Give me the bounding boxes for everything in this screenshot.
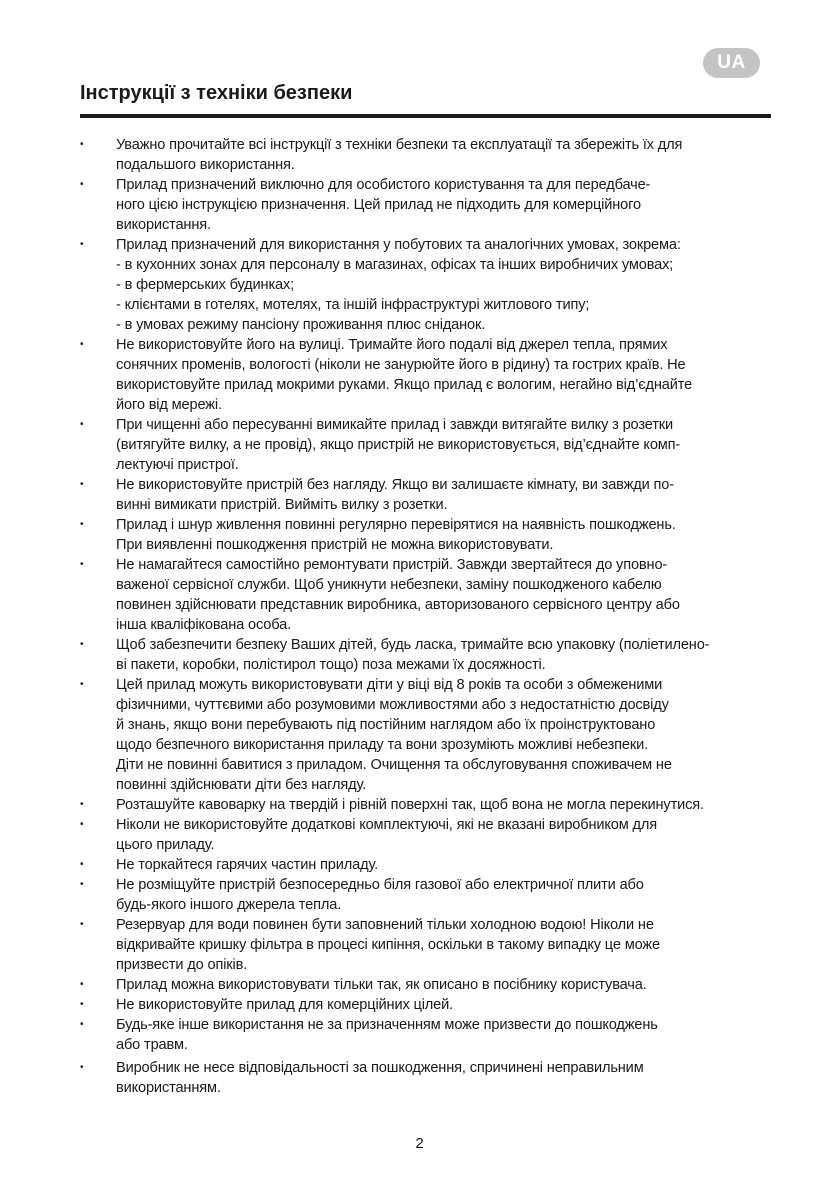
list-item (80, 995, 772, 1015)
list-item (80, 795, 772, 815)
list-item (80, 675, 772, 795)
bullet-icon: • (80, 419, 84, 430)
list-item-text-line: інша кваліфікована особа. (116, 617, 292, 633)
list-item-text-line: повинен здійснювати представник виробника, авторизованого сервісного центру або (116, 597, 680, 613)
list-item-text-line: Цей прилад можуть використовувати діти у віці від 8 років та особи з обмеженими (116, 677, 663, 693)
list-item-text-line: Щоб забезпечити безпеку Ваших дітей, будь ласка, тримайте всю упаковку (поліетилено- (116, 637, 710, 653)
list-item-text-line: Не використовуйте його на вулиці. Тримайте його подалі від джерел тепла, прямих (116, 337, 668, 353)
list-item-text-line: будь-якого іншого джерела тепла. (116, 897, 342, 913)
list-item-text-line: Не торкайтеся гарячих частин приладу. (116, 857, 379, 873)
bullet-icon: • (80, 139, 84, 150)
title-divider (80, 114, 771, 118)
page-title: Інструкції з техніки безпеки (80, 82, 353, 104)
list-item-text-line: Не намагайтеся самостійно ремонтувати пристрій. Завжди звертайтеся до уповно- (116, 557, 668, 573)
list-item (80, 915, 772, 975)
list-item (80, 135, 772, 175)
bullet-icon: • (80, 1062, 84, 1073)
list-item-text-line: - в кухонних зонах для персоналу в магазинах, офісах та інших виробничих умовах; (116, 257, 674, 273)
list-item-text-line: й знань, якщо вони перебувають під постійним наглядом або їх проінструктовано (116, 717, 656, 733)
list-item-text-line: Будь-яке інше використання не за призначенням може призвести до пошкоджень (116, 1017, 658, 1033)
list-item (80, 875, 772, 915)
list-item (80, 1015, 772, 1055)
bullet-icon: • (80, 799, 84, 810)
list-item-text-line: Не використовуйте прилад для комерційних цілей. (116, 997, 454, 1013)
list-item-text-line: Ніколи не використовуйте додаткові комплектуючі, які не вказані виробником для (116, 817, 658, 833)
list-item-text-line: - в умовах режиму пансіону проживання плюс сніданок. (116, 317, 486, 333)
list-item (80, 475, 772, 515)
list-item-text-line: Прилад можна використовувати тільки так, як описано в посібнику користувача. (116, 977, 647, 993)
bullet-icon: • (80, 339, 84, 350)
list-item-text-line: подальшого використання. (116, 157, 295, 173)
bullet-icon: • (80, 179, 84, 190)
list-item-text-line: ного цією інструкцією призначення. Цей прилад не підходить для комерційного (116, 197, 641, 213)
language-badge: UA (703, 48, 760, 78)
list-item-text-line: лектуючі пристрої. (116, 457, 239, 473)
list-item (80, 975, 772, 995)
list-item-text-line: винні вимикати пристрій. Вийміть вилку з розетки. (116, 497, 448, 513)
bullet-icon: • (80, 479, 84, 490)
list-item-text-line: - в фермерських будинках; (116, 277, 295, 293)
bullet-icon: • (80, 919, 84, 930)
bullet-icon: • (80, 999, 84, 1010)
list-item-text-line: сонячних променів, вологості (ніколи не занурюйте його в рідину) та гострих країв. Не (116, 357, 686, 373)
list-item (80, 815, 772, 855)
list-item (80, 335, 772, 415)
list-item-text-line: При виявленні пошкодження пристрій не можна використовувати. (116, 537, 554, 553)
list-item-text-line: Резервуар для води повинен бути заповнений тільки холодною водою! Ніколи не (116, 917, 654, 933)
list-item-text-line: Уважно прочитайте всі інструкції з техніки безпеки та експлуатації та збережіть їх для (116, 137, 683, 153)
list-item-text-line: Не використовуйте пристрій без нагляду. Якщо ви залишаєте кімнату, ви завжди по- (116, 477, 674, 493)
bullet-icon: • (80, 859, 84, 870)
list-item-text-line: або травм. (116, 1037, 188, 1053)
list-item (80, 855, 772, 875)
bullet-icon: • (80, 979, 84, 990)
list-item-text-line: призвести до опіків. (116, 957, 248, 973)
list-item-text-line: Розташуйте кавоварку на твердій і рівній поверхні так, щоб вона не могла перекинутися. (116, 797, 704, 813)
list-item (80, 415, 772, 475)
list-item-text-line: Прилад призначений для використання у побутових та аналогічних умовах, зокрема: (116, 237, 681, 253)
page-number: 2 (415, 1135, 424, 1152)
list-item (80, 515, 772, 555)
list-item-text-line: відкривайте кришку фільтра в процесі кипіння, оскільки в такому випадку це може (116, 937, 660, 953)
list-item (80, 1058, 772, 1098)
list-item-text-line: використання. (116, 217, 211, 233)
list-item-text-line: (витягуйте вилку, а не провід), якщо пристрій не використовується, від’єднайте комп- (116, 437, 681, 453)
bullet-icon: • (80, 679, 84, 690)
list-item-text-line: При чищенні або пересуванні вимикайте прилад і завжди витягайте вилку з розетки (116, 417, 673, 433)
list-item-text-line: Виробник не несе відповідальності за пошкодження, спричинені неправильним (116, 1060, 644, 1076)
list-item-text-line: - клієнтами в готелях, мотелях, та іншій інфраструктурі житлового типу; (116, 297, 590, 313)
list-item (80, 635, 772, 675)
safety-instructions-list (80, 135, 772, 1098)
list-item-text-line: його від мережі. (116, 397, 222, 413)
bullet-icon: • (80, 879, 84, 890)
bullet-icon: • (80, 559, 84, 570)
list-item (80, 235, 772, 335)
bullet-icon: • (80, 1019, 84, 1030)
list-item-text-line: фізичними, чуттєвими або розумовими можливостями або з недостатністю досвіду (116, 697, 669, 713)
list-item-text-line: ві пакети, коробки, полістирол тощо) поза межами їх досяжності. (116, 657, 546, 673)
list-item-text-line: Не розміщуйте пристрій безпосередньо біля газової або електричної плити або (116, 877, 644, 893)
bullet-icon: • (80, 239, 84, 250)
list-item-text-line: важеної сервісної служби. Щоб уникнути небезпеки, заміну пошкодженого кабелю (116, 577, 662, 593)
list-item-text-line: цього приладу. (116, 837, 215, 853)
list-item-text-line: Діти не повинні бавитися з приладом. Очищення та обслуговування споживачем не (116, 757, 672, 773)
list-item (80, 175, 772, 235)
bullet-icon: • (80, 639, 84, 650)
bullet-icon: • (80, 519, 84, 530)
list-item-text-line: Прилад і шнур живлення повинні регулярно перевірятися на наявність пошкоджень. (116, 517, 676, 533)
list-item-text-line: використанням. (116, 1080, 221, 1096)
list-item (80, 555, 772, 635)
list-item-text-line: повинні здійснювати діти без нагляду. (116, 777, 367, 793)
list-item-text-line: Прилад призначений виключно для особистого користування та для передбаче- (116, 177, 651, 193)
list-item-text-line: щодо безпечного використання приладу та вони зрозуміють можливі небезпеки. (116, 737, 649, 753)
bullet-icon: • (80, 819, 84, 830)
list-item-text-line: використовуйте прилад мокрими руками. Якщо прилад є вологим, негайно від’єднайте (116, 377, 693, 393)
